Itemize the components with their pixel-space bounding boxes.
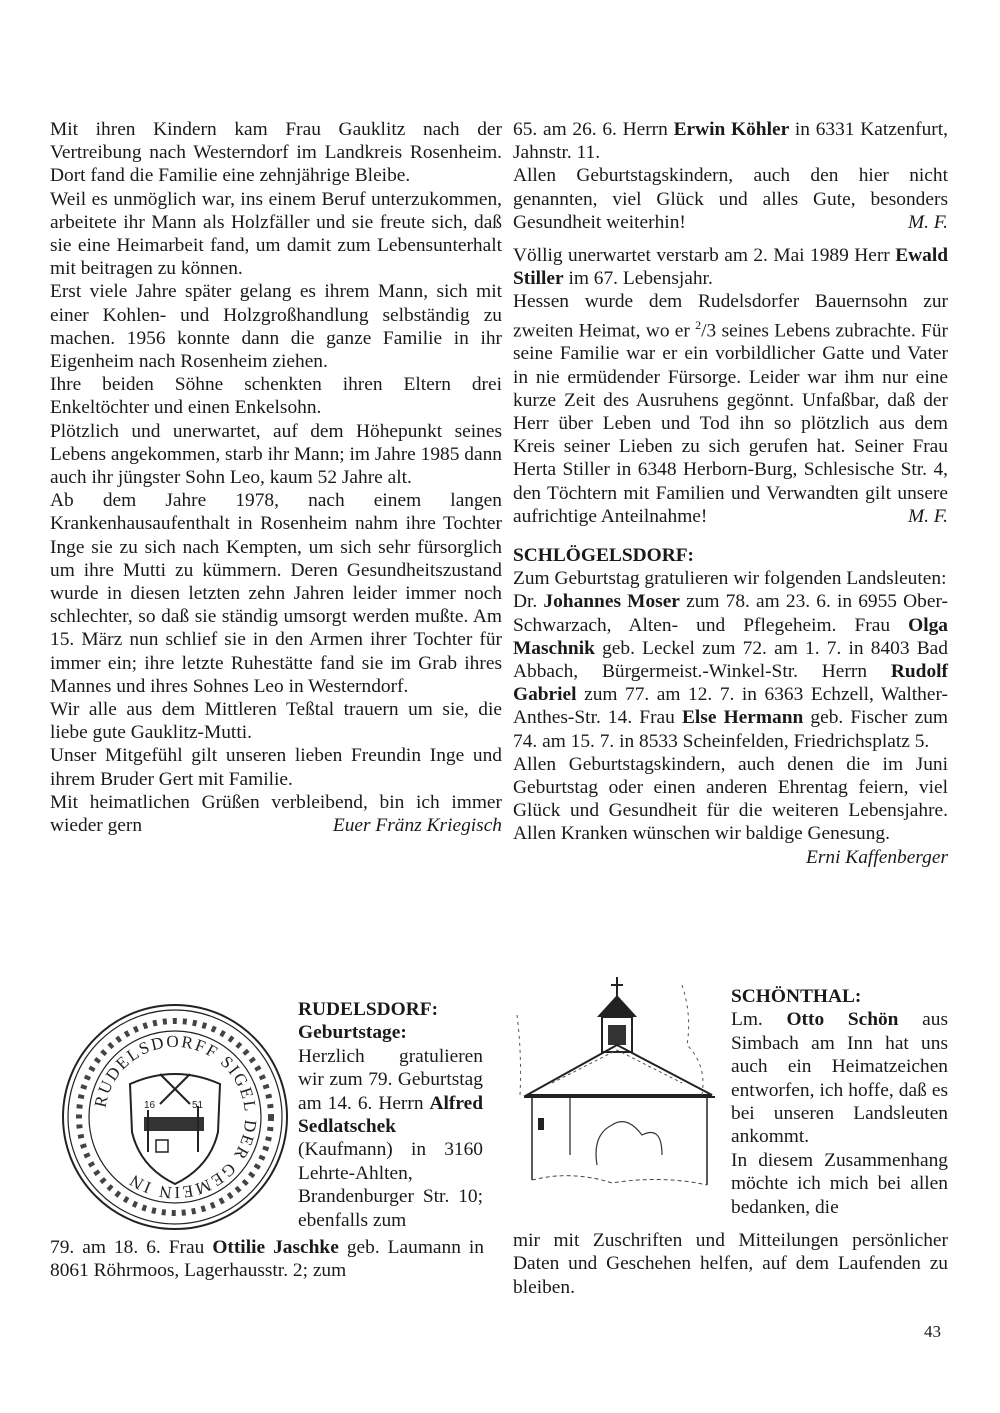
svg-text:16: 16 xyxy=(144,1100,156,1111)
signature: Euer Fränz Kriegisch xyxy=(332,815,502,837)
person-name: Otto Schön xyxy=(786,1009,899,1031)
rudelsdorf-continuation xyxy=(50,1236,484,1283)
person-name: Johannes Moser xyxy=(543,591,680,613)
birthday-list: Dr. Johannes Moser zum 78. am 23. 6. in 6955 Ober-Schwarzach, Alten- und Pflegeheim. Frau Olga Maschnik geb. Leckel zum 72. am 1. 7. in 8403 Bad Abbach, Bürgermeist.-Winkel-Str. Herrn Rudolf Gabriel zum 77. am 12. 7. in 6363 Echzell, Walther-Anthes-Str. 14. Frau Else Hermann geb. Fischer zum 74. am 15. 7. in 8533 Scheinfelden, Friedrichsplatz 5. xyxy=(513,591,948,752)
left-column xyxy=(50,118,502,837)
paragraph: Allen Geburtstagskindern, auch denen die im Juni Geburtstag oder einen anderen Ehrentag feiern, viel Glück und Gesundheit für die weiteren Lebensjahre. Allen Kranken wünschen wir baldige Genesung. Erni Kaffenberger xyxy=(513,753,948,868)
paragraph: Ihre beiden Söhne schenkten ihren Eltern drei Enkeltöchter und einen Enkelsohn. xyxy=(50,374,502,419)
paragraph: Erst viele Jahre später gelang es ihrem Mann, sich mit einer Kohlen- und Holzgroßhandlung selbständig zu machen. 1956 konnte dann die ganze Familie in ihr Eigenheim nach Rosenheim ziehen. xyxy=(50,281,502,373)
section-heading: SCHÖNTHAL: xyxy=(731,986,862,1007)
rudelsdorf-section xyxy=(298,998,483,1232)
section-heading: SCHLÖGELSDORF: xyxy=(513,544,695,566)
paragraph: Weil es unmöglich war, ins einem Beruf unterzukommen, arbeitete ihr Mann als Holzfäller und sie freute sich, daß sie eine Heimarbeit fand, um damit zum Lebensunterhalt mit beitragen zu können. xyxy=(50,188,502,280)
seal-icon xyxy=(60,1002,290,1232)
person-name: Ewald Stiller xyxy=(513,245,948,290)
paragraph: Plötzlich und unerwartet, auf dem Höhepunkt seines Lebens angekommen, starb ihr Mann; im Jahre 1985 dann auch ihr jüngster Sohn Leo, kaum 52 Jahre alt. xyxy=(50,420,502,489)
person-name: Erwin Köhler xyxy=(673,119,790,140)
paragraph: Unser Mitgefühl gilt unseren lieben Freundin Inge und ihrem Bruder Gert mit Familie. xyxy=(50,745,502,790)
chapel-icon xyxy=(512,975,722,1200)
paragraph: Mit ihren Kindern kam Frau Gauklitz nach der Vertreibung nach Westerndorf im Landkreis Rosenheim. Dort fand die Familie eine zehnjährige Bleibe. xyxy=(50,119,502,187)
paragraph: 65. am 26. 6. Herrn Erwin Köhler in 6331 Katzenfurt, Jahnstr. 11. xyxy=(513,119,948,164)
right-column xyxy=(513,118,948,869)
paragraph: Völlig unerwartet verstarb am 2. Mai 1989 Herr Ewald Stiller im 67. Lebensjahr. xyxy=(513,245,948,290)
signature: M. F. xyxy=(907,505,948,527)
section-heading: RUDELSDORF: xyxy=(298,999,439,1020)
signature: M. F. xyxy=(907,211,948,233)
paragraph: Lm. Otto Schön aus Simbach am Inn hat uns auch ein Heimatzeichen entworfen, ich hoffe, daß es bei unseren Landsleuten ankommt. xyxy=(731,1009,949,1148)
person-name: Rudolf Gabriel xyxy=(513,660,948,706)
person-name: Olga Maschnik xyxy=(513,614,948,659)
closing-text: Mit heimatlichen Grüßen verbleibend, bin ich immer wieder gern xyxy=(50,791,502,837)
page-number: 43 xyxy=(924,1322,941,1341)
closing-paragraph xyxy=(50,791,502,837)
paragraph: Wir alle aus dem Mittleren Teßtal trauern um sie, die liebe gute Gauklitz-Mutti. xyxy=(50,699,502,744)
svg-text:51: 51 xyxy=(192,1100,204,1111)
paragraph: Allen Geburtstagskindern, auch den hier nicht genannten, viel Glück und alles Gute, besonders Gesundheit weiterhin! M. F. xyxy=(513,165,948,233)
paragraph: Hessen wurde dem Rudelsdorfer Bauernsohn zur zweiten Heimat, wo er $^2$/3 seines Lebens zubrachte. Für seine Familie war er ein vorbildlicher Gatte und Vater in nie ermüdender Fürsorge. Leider war ihm nur eine kurze Zeit des Ausruhens gegönnt. Unfaßbar, daß der Herr über Leben und Tod ihn so plötzlich aus dem Kreis seiner Lieben zu sich gerufen hat. Seiner Frau Herta Stiller in 6348 Herborn-Burg, Schlesische Str. 4, den Töchtern mit Familien und Verwandten gilt unsere aufrichtige Anteilnahme! M. F. xyxy=(513,291,948,527)
paragraph: In diesem Zusammenhang möchte ich mich bei allen bedanken, die xyxy=(731,1149,948,1218)
rudelsdorf-seal-image xyxy=(60,1002,290,1232)
schoenthal-continuation xyxy=(513,1229,948,1299)
paragraph: 79. am 18. 6. Frau Ottilie Jaschke geb. Laumann in 8061 Röhrmoos, Lagerhausstr. 2; zum xyxy=(50,1237,484,1282)
paragraph: Ab dem Jahre 1978, nach einem langen Krankenhausaufenthalt in Rosenheim nahm ihre Tochter Inge sie zu sich nach Kempten, um sich sehr fürsorglich um ihre Mutti zu kümmern. Deren Gesundheitszustand wurde in diesen letzten zehn Jahren leider immer noch schlechter, so daß sie ständig umsorgt werden mußte. Am 15. März nun schlief sie in den Armen ihrer Tochter für immer ein; ihre letzte Ruhestätte fand sie im Grab ihres Mannes und ihres Sohnes Leo in Westerndorf. xyxy=(50,490,502,697)
person-name: Else Hermann xyxy=(681,707,804,729)
signature: Erni Kaffenberger xyxy=(805,846,948,868)
schoenthal-section xyxy=(731,985,948,1219)
person-name: Ottilie Jaschke xyxy=(212,1237,339,1258)
paragraph: Zum Geburtstag gratulieren wir folgenden Landsleuten: xyxy=(513,568,947,590)
chapel-drawing-image xyxy=(512,975,722,1200)
paragraph: Herzlich gratulieren wir zum 79. Geburtstag am 14. 6. Herrn Alfred Sedlatschek (Kaufmann) in 3160 Lehrte-Ahlten, Brandenburger Str. 10; ebenfalls zum xyxy=(298,1045,483,1231)
paragraph: mir mit Zuschriften und Mitteilungen persönlicher Daten und Geschehen helfen, auf dem Laufenden zu bleiben. xyxy=(513,1230,948,1298)
svg-text:RUDELSDORFF SIGEL DER GEMEIN I: RUDELSDORFF SIGEL DER GEMEIN IN xyxy=(90,1031,261,1203)
person-name: Alfred Sedlatschek xyxy=(298,1092,483,1138)
section-subheading: Geburtstage: xyxy=(298,1022,407,1044)
